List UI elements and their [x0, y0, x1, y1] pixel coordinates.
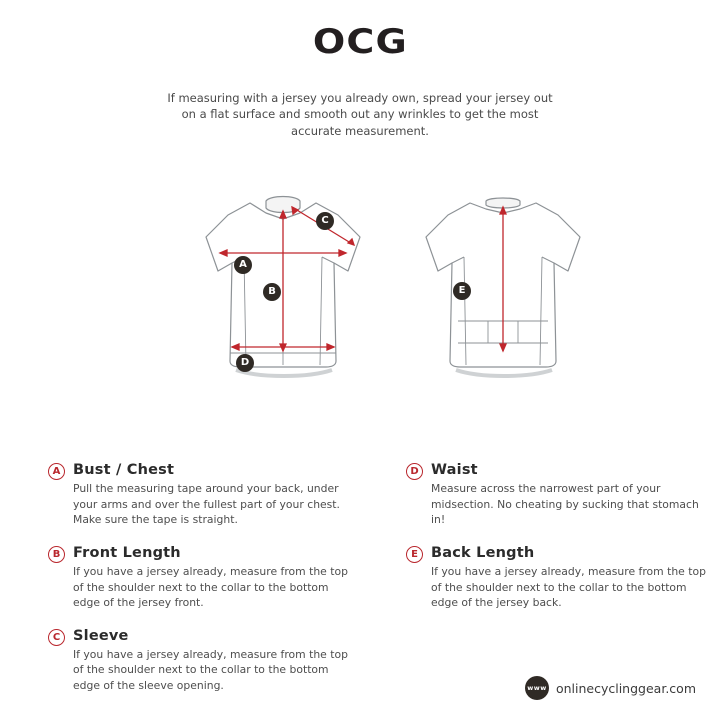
- legend-title-a: Bust / Chest: [73, 462, 175, 478]
- jersey-front-svg: [188, 175, 378, 395]
- legend-desc-b: If you have a jersey already, measure from the top of the shoulder next to the collar to the bottom edge of the jersey front.: [73, 564, 348, 610]
- legend-column-right: [406, 462, 706, 628]
- legend-title-d: Waist: [431, 462, 478, 478]
- brand-logo: [0, 22, 720, 62]
- legend-title-c: Sleeve: [73, 627, 129, 644]
- legend-item-bust-chest: [48, 462, 348, 528]
- legend-desc-e: If you have a jersey already, measure from the top of the shoulder next to the collar to the bottom edge of the jersey back.: [431, 564, 706, 610]
- diagram-marker-c: C: [316, 212, 334, 230]
- legend-badge-c: C: [48, 629, 65, 646]
- legend-desc-c: If you have a jersey already, measure from the top of the shoulder next to the collar to the bottom edge of the sleeve opening.: [73, 647, 348, 693]
- jersey-back-illustration: [408, 175, 598, 399]
- legend-column-left: [48, 462, 348, 711]
- globe-icon: www: [525, 676, 549, 700]
- legend-badge-e: E: [406, 546, 423, 563]
- legend-item-sleeve: [48, 628, 348, 694]
- intro-text: If measuring with a jersey you already own, spread your jersey out on a flat surface and smooth out any wrinkles to get the most accurate measurement.: [167, 90, 553, 138]
- legend-item-waist: [406, 462, 706, 528]
- legend-badge-a: A: [48, 463, 65, 480]
- legend-desc-d: Measure across the narrowest part of your midsection. No cheating by sucking that stomach in!: [431, 482, 699, 527]
- footer-website-url: onlinecyclinggear.com: [555, 680, 696, 696]
- diagram-marker-e: E: [453, 282, 471, 300]
- legend-item-front-length: [48, 545, 348, 611]
- legend-item-back-length: [406, 545, 706, 611]
- diagram-marker-d: D: [236, 354, 254, 372]
- diagram-marker-a: A: [234, 256, 252, 274]
- jersey-back-svg: [408, 175, 598, 395]
- legend-badge-b: B: [48, 546, 65, 563]
- jersey-diagrams: [0, 175, 720, 405]
- diagram-marker-b: B: [263, 283, 281, 301]
- legend-title-e: Back Length: [431, 544, 535, 561]
- legend-desc-a: Pull the measuring tape around your back, under your arms and over the fullest part of your chest. Make sure the tape is straight.: [73, 482, 340, 527]
- legend-badge-d: D: [406, 463, 423, 480]
- brand-name: OCG: [312, 22, 408, 62]
- legend-title-b: Front Length: [73, 544, 181, 561]
- footer: [525, 676, 696, 700]
- jersey-front-illustration: [188, 175, 378, 399]
